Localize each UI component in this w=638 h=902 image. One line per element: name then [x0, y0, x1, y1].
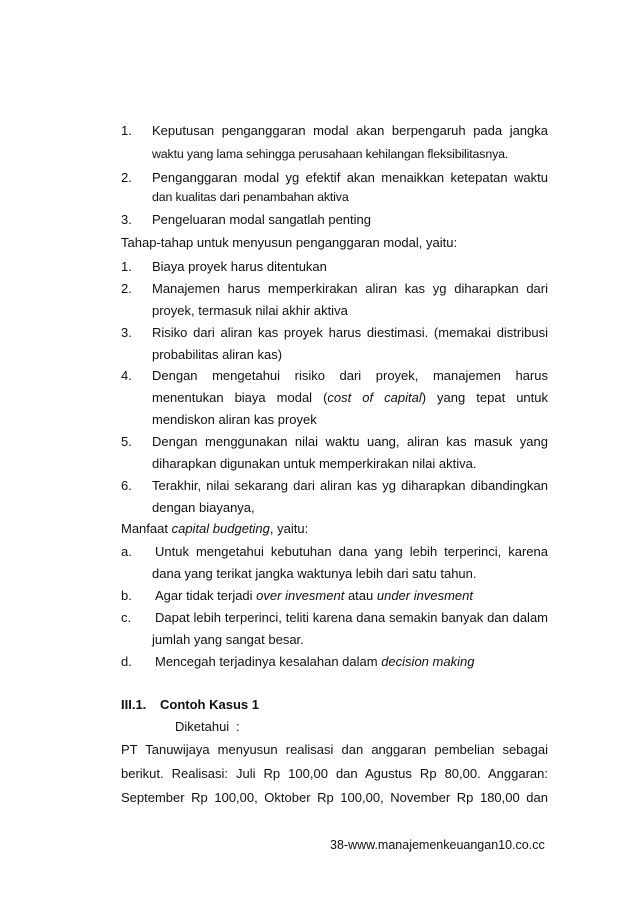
colon: : [236, 719, 240, 734]
section-number: III.1. [121, 697, 147, 712]
list-item-text: Dengan mengetahui risiko dari proyek, manajemen harus [152, 368, 548, 383]
paragraph-line: September Rp 100,00, Oktober Rp 100,00, November Rp 180,00 dan [121, 790, 548, 805]
list-item-text: dengan biayanya, [152, 500, 255, 515]
list-item-text: Mencegah terjadinya kesalahan dalam decision making [155, 654, 475, 669]
diketahui-label: Diketahui [175, 719, 230, 734]
list-item-text: proyek, termasuk nilai akhir aktiva [152, 303, 348, 318]
list-item-text: diharapkan digunakan untuk memperkirakan nilai aktiva. [152, 456, 477, 471]
list-number: 3. [121, 212, 132, 227]
list-number: 3. [121, 325, 132, 340]
list-item-text: Terakhir, nilai sekarang dari aliran kas yg diharapkan dibandingkan [152, 478, 548, 493]
list-item-text: Dapat lebih terperinci, teliti karena dana semakin banyak dan dalam [155, 610, 548, 625]
list-number: c. [121, 610, 132, 625]
list-number: b. [121, 588, 132, 603]
list-number: 1. [121, 123, 132, 138]
list-item-text: Biaya proyek harus ditentukan [152, 259, 327, 274]
list-item-text: jumlah yang sangat besar. [152, 632, 304, 647]
list-item-text: dan kualitas dari penambahan aktiva [152, 190, 349, 204]
list-number: 5. [121, 434, 132, 449]
list-item-text: probabilitas aliran kas) [152, 347, 283, 362]
page-footer: 38-www.manajemenkeuangan10.co.cc [330, 838, 545, 852]
list-number: 2. [121, 281, 132, 296]
list-item-text: Risiko dari aliran kas proyek harus diestimasi. (memakai distribusi [152, 325, 548, 340]
list-item-text: Keputusan penganggaran modal akan berpengaruh pada jangka [152, 123, 548, 138]
list-item-text: Pengeluaran modal sangatlah penting [152, 212, 372, 227]
list-item-text: waktu yang lama sehingga perusahaan kehilangan fleksibilitasnya. [152, 147, 509, 161]
list-item-text: Agar tidak terjadi over invesment atau under invesment [155, 588, 473, 603]
list-item-text: Dengan menggunakan nilai waktu uang, aliran kas masuk yang [152, 434, 548, 449]
list-item-text: mendiskon aliran kas proyek [152, 412, 317, 427]
list-item-text: menentukan biaya modal (cost of capital) yang tepat untuk [152, 390, 548, 405]
list-number: 2. [121, 170, 132, 185]
paragraph-line: PT Tanuwijaya menyusun realisasi dan anggaran pembelian sebagai [121, 742, 548, 757]
list-number: 6. [121, 478, 132, 493]
list-item-text: dana yang terikat jangka waktunya lebih dari satu tahun. [152, 566, 477, 581]
list-number: 1. [121, 259, 132, 274]
list-item-text: Manajemen harus memperkirakan aliran kas yg diharapkan dari [152, 281, 548, 296]
list-item-text: Untuk mengetahui kebutuhan dana yang lebih terperinci, karena [155, 544, 548, 559]
paragraph-text: Tahap-tahap untuk menyusun penganggaran modal, yaitu: [121, 235, 458, 250]
paragraph-text: Manfaat capital budgeting, yaitu: [121, 521, 309, 536]
paragraph-line: berikut. Realisasi: Juli Rp 100,00 dan Agustus Rp 80,00. Anggaran: [121, 766, 548, 781]
list-item-text: Penganggaran modal yg efektif akan menaikkan ketepatan waktu [152, 170, 548, 185]
list-number: d. [121, 654, 132, 669]
list-number: a. [121, 544, 132, 559]
section-title: Contoh Kasus 1 [160, 697, 259, 712]
list-number: 4. [121, 368, 132, 383]
